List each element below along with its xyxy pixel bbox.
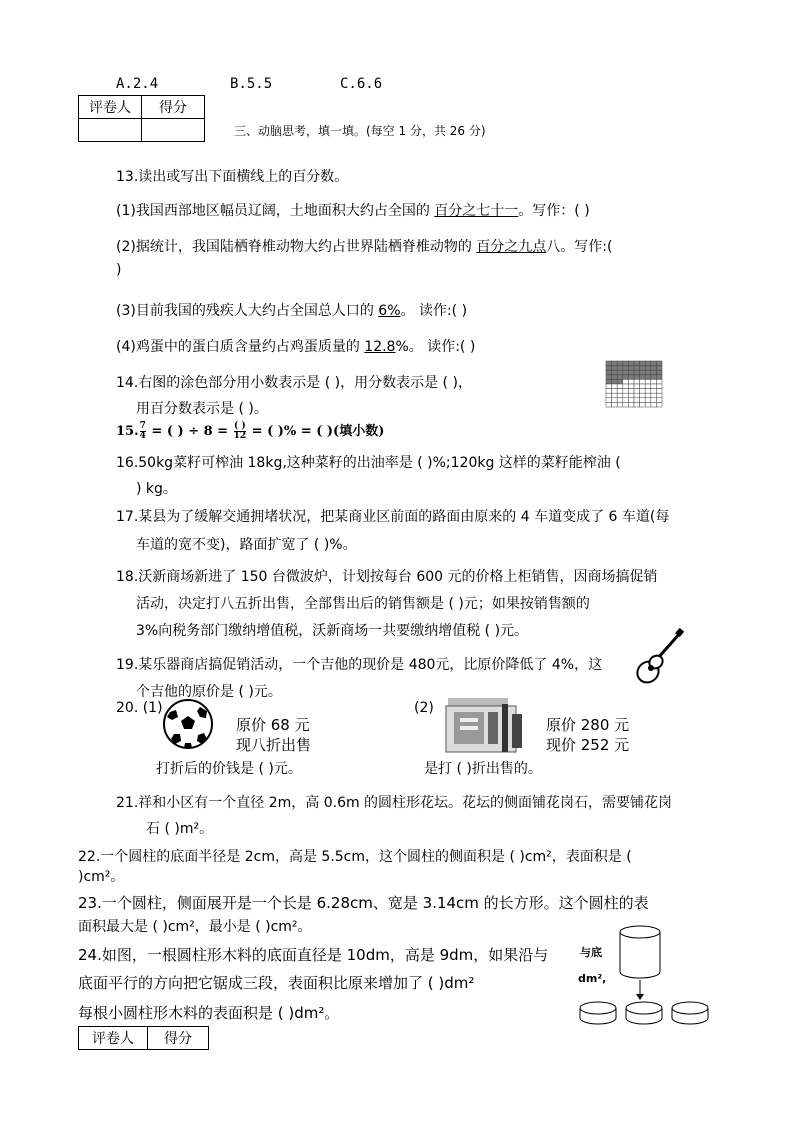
q15-f1-num: 7: [139, 421, 146, 431]
q20-p2-current-price: 现价 252 元: [546, 736, 630, 754]
grid-cell: [634, 389, 640, 394]
q13-p3-underlined: 6%: [378, 303, 401, 319]
q20-p1-question: 打折后的价钱是 ( )元。: [156, 761, 302, 777]
score-header: 得分: [142, 96, 205, 119]
q22-line2: )cm²。: [78, 869, 125, 885]
grid-cell: [640, 384, 646, 389]
grid-cell: [612, 379, 618, 384]
score-cell[interactable]: [142, 119, 205, 142]
q24-line3: 每根小圆柱形木料的表面积是 ( )dm²。: [78, 1004, 340, 1022]
grid-cell: [606, 375, 612, 380]
grid-cell: [656, 361, 662, 366]
q15-mid: = ( ) ÷ 8 =: [146, 424, 233, 439]
grid-cell: [612, 402, 618, 407]
grid-cell: [617, 379, 623, 384]
option-a: A.2.4: [116, 76, 159, 92]
q21-line2: 石 ( )m²。: [146, 821, 214, 837]
q23-line2: 面积最大是 ( )cm²，最小是 ( )cm²。: [78, 919, 312, 935]
q13-p1-text: (1)我国西部地区幅员辽阔，土地面积大约占全国的: [116, 203, 435, 219]
q20-p2-original-price: 原价 280 元: [546, 716, 630, 734]
guitar-icon: [633, 628, 685, 686]
grid-cell: [628, 379, 634, 384]
grid-cell: [623, 402, 629, 407]
q23-line1: 23.一个圆柱，侧面展开是一个长是 6.28cm、宽是 3.14cm 的长方形。这个圆柱的表: [78, 894, 649, 912]
grid-cell: [628, 366, 634, 371]
q13-part2-cont: ): [116, 262, 122, 278]
grid-cell: [640, 389, 646, 394]
grid-cell: [623, 393, 629, 398]
grid-cell: [612, 370, 618, 375]
grid-cell: [628, 375, 634, 380]
grid-cell: [656, 389, 662, 394]
q13-part3: [116, 300, 467, 320]
grid-cell: [617, 361, 623, 366]
grid-cell: [651, 384, 657, 389]
grid-cell: [612, 366, 618, 371]
grid-cell: [645, 393, 651, 398]
grid-cell: [656, 375, 662, 380]
score-table-2: [78, 1026, 209, 1050]
q20-p1-original-price: 原价 68 元: [236, 716, 310, 734]
grid-cell: [645, 379, 651, 384]
grid-cell: [651, 393, 657, 398]
grid-cell: [612, 389, 618, 394]
grid-cell: [640, 393, 646, 398]
q24-line2: 底面平行的方向把它锯成三段，表面积比原来增加了 ( )dm²: [78, 974, 475, 992]
grid-cell: [628, 389, 634, 394]
grid-cell: [606, 366, 612, 371]
q15-line: [116, 420, 384, 441]
grid-cell: [651, 366, 657, 371]
q24-fig-label-1: 与底: [580, 946, 602, 959]
grid-cell: [640, 361, 646, 366]
q15-fraction-1: [140, 422, 146, 441]
grid-cell: [656, 379, 662, 384]
grid-cell: [623, 370, 629, 375]
grid-cell: [651, 379, 657, 384]
grid-cell: [612, 375, 618, 380]
grid-cell: [606, 398, 612, 403]
grid-cell: [606, 379, 612, 384]
q15-f1-den: 4: [139, 431, 146, 441]
grid-cell: [645, 366, 651, 371]
grid-cell: [640, 398, 646, 403]
grid-cell: [651, 402, 657, 407]
grid-cell: [634, 402, 640, 407]
grid-cell: [634, 384, 640, 389]
grid-cell: [612, 393, 618, 398]
hundred-grid-figure: [605, 360, 665, 408]
grid-cell: [606, 384, 612, 389]
q13-p4-underlined: 12.8: [364, 339, 396, 355]
grid-cell: [628, 384, 634, 389]
grid-cell: [628, 398, 634, 403]
grid-cell: [617, 366, 623, 371]
q13-stem: 13.读出或写出下面横线上的百分数。: [116, 169, 349, 185]
score-header-2: 得分: [148, 1027, 209, 1050]
grid-cell: [651, 361, 657, 366]
grid-cell: [623, 379, 629, 384]
grid-cell: [634, 366, 640, 371]
q13-part4: [116, 336, 475, 356]
grid-cell: [606, 370, 612, 375]
grid-cell: [656, 384, 662, 389]
q18-line1: 18.沃新商场新进了 150 台微波炉，计划按每台 600 元的价格上柜销售，因商场搞促销: [116, 569, 658, 585]
grid-cell: [634, 361, 640, 366]
q20-p1-discount: 现八折出售: [236, 736, 312, 754]
q19-line1: 19.某乐器商店搞促销活动，一个吉他的现价是 480元，比原价降低了 4%，这: [116, 657, 603, 673]
reviewer-header: 评卷人: [79, 96, 142, 119]
grid-cell: [640, 370, 646, 375]
grid-cell: [623, 375, 629, 380]
grid-cell: [656, 366, 662, 371]
reviewer-header-2: 评卷人: [79, 1027, 148, 1050]
grid-cell: [623, 384, 629, 389]
grid-cell: [634, 370, 640, 375]
grid-cell: [656, 370, 662, 375]
grid-cell: [617, 370, 623, 375]
q18-line3: 3%向税务部门缴纳增值税，沃新商场一共要缴纳增值税 ( )元。: [136, 623, 529, 639]
q14-line1: 14.右图的涂色部分用小数表示是 ( )，用分数表示是 ( )，: [116, 375, 472, 391]
grid-cell: [645, 398, 651, 403]
grid-cell: [606, 402, 612, 407]
q20-part1-label: 20. (1): [116, 700, 163, 716]
grid-cell: [634, 375, 640, 380]
grid-cell: [606, 361, 612, 366]
q13-p2-blank: 八。写作:(: [546, 239, 613, 255]
grid-cell: [612, 384, 618, 389]
q14-line2: 用百分数表示是 ( )。: [136, 401, 268, 417]
grid-cell: [656, 402, 662, 407]
q17-line1: 17.某县为了缓解交通拥堵状况，把某商业区前面的路面由原来的 4 车道变成了 6 车道(每: [116, 509, 670, 525]
grid-cell: [634, 393, 640, 398]
grid-cell: [645, 361, 651, 366]
grid-cell: [656, 398, 662, 403]
grid-cell: [651, 370, 657, 375]
grid-cell: [612, 398, 618, 403]
q15-f2-num: ( ): [234, 421, 246, 431]
grid-cell: [623, 389, 629, 394]
grid-cell: [645, 375, 651, 380]
q21-line1: 21.祥和小区有一个直径 2m，高 0.6m 的圆柱形花坛。花坛的侧面铺花岗石，需要铺花岗: [116, 795, 673, 811]
grid-cell: [628, 370, 634, 375]
q15-prefix: 15.: [116, 424, 139, 439]
q15-fraction-2: [234, 422, 247, 441]
q16-line1: 16.50kg菜籽可榨油 18kg,这种菜籽的出油率是 ( )%;120kg 这样的菜籽能榨油 (: [116, 455, 621, 471]
grid-cell: [617, 393, 623, 398]
grid-cell: [640, 402, 646, 407]
q13-part2: [116, 236, 612, 256]
reviewer-cell[interactable]: [79, 119, 142, 142]
grid-cell: [623, 366, 629, 371]
grid-cell: [651, 398, 657, 403]
q13-p3-blank: 。 读作:( ): [400, 303, 468, 319]
q19-line2: 个吉他的原价是 ( )元。: [136, 684, 282, 700]
grid-cell: [640, 375, 646, 380]
grid-cell: [656, 393, 662, 398]
grid-cell: [640, 379, 646, 384]
q13-part1: [116, 200, 590, 220]
q24-line1: 24.如图，一根圆柱形木料的底面直径是 10dm，高是 9dm，如果沿与: [78, 946, 549, 964]
q13-p1-underlined: 百分之七十一: [434, 203, 519, 219]
q24-fig-label-2: dm²,: [578, 972, 607, 985]
q20-p2-question: 是打 ( )折出售的。: [424, 761, 542, 777]
grid-cell: [617, 398, 623, 403]
soccer-ball-icon: [162, 698, 214, 750]
q16-line2: ) kg。: [136, 481, 177, 497]
grid-cell: [623, 398, 629, 403]
grid-cell: [623, 361, 629, 366]
grid-cell: [645, 402, 651, 407]
grid-cell: [617, 384, 623, 389]
q13-p1-blank: 。写作：( ): [518, 203, 590, 219]
grid-cell: [645, 370, 651, 375]
grid-cell: [606, 393, 612, 398]
grid-cell: [628, 402, 634, 407]
score-table: [78, 95, 205, 142]
section-title: 三、动脑思考，填一填。(每空 1 分，共 26 分): [234, 124, 486, 138]
q13-p4-blank: %。 读作:( ): [395, 339, 476, 355]
grid-cell: [617, 375, 623, 380]
q13-p2-underlined: 百分之九点: [476, 239, 547, 255]
q18-line2: 活动，决定打八五折出售，全部售出后的销售额是 ( )元；如果按销售额的: [136, 596, 590, 612]
grid-cell: [634, 379, 640, 384]
grid-cell: [628, 361, 634, 366]
q17-line2: 车道的宽不变)，路面扩宽了 ( )%。: [136, 537, 357, 553]
appliance-image: [440, 694, 530, 756]
q13-p3-text: (3)目前我国的残疾人大约占全国总人口的: [116, 303, 379, 319]
option-c: C.6.6: [340, 76, 383, 92]
grid-cell: [617, 389, 623, 394]
grid-cell: [640, 366, 646, 371]
grid-cell: [606, 389, 612, 394]
q20-part2-label: (2): [414, 700, 434, 716]
grid-cell: [634, 398, 640, 403]
q22-line1: 22.一个圆柱的底面半径是 2cm，高是 5.5cm，这个圆柱的侧面积是 ( )cm²，表面积是 (: [78, 849, 632, 865]
q13-p2-text: (2)据统计，我国陆栖脊椎动物大约占世界陆栖脊椎动物的: [116, 239, 477, 255]
grid-cell: [645, 389, 651, 394]
grid-cell: [612, 361, 618, 366]
grid-cell: [645, 384, 651, 389]
grid-cell: [617, 402, 623, 407]
q15-tail: = ( )% = ( )(填小数): [247, 424, 385, 439]
grid-cell: [628, 393, 634, 398]
q15-f2-den: 12: [233, 431, 247, 441]
q13-p4-text: (4)鸡蛋中的蛋白质含量约占鸡蛋质量的: [116, 339, 365, 355]
option-b: B.5.5: [230, 76, 273, 92]
grid-cell: [651, 389, 657, 394]
grid-cell: [651, 375, 657, 380]
